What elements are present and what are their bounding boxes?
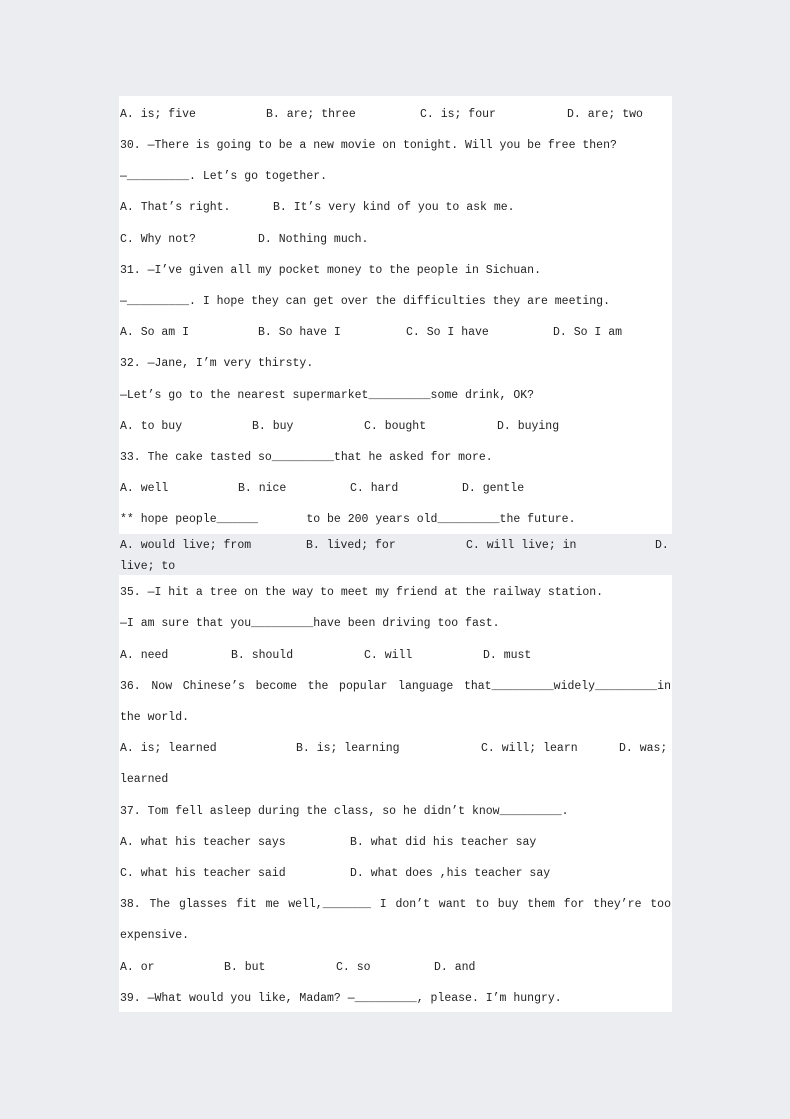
question-line: 39. —What would you like, Madam? —_________, please. I’m hungry. [120,992,562,1005]
question-line: 31. —I’ve given all my pocket money to the people in Sichuan. [120,264,541,277]
question-line: expensive. [120,929,190,942]
question-line: live; to [120,560,176,573]
question-line: 35. —I hit a tree on the way to meet my friend at the railway station. [120,586,604,599]
question-line: ** hope people______ to be 200 years old_________the future. [120,513,576,526]
answer-option: B. are; three [266,108,356,121]
answer-option: C. what his teacher said [120,867,286,880]
answer-option: C. So I have [406,326,489,339]
answer-option: D. what does ,his teacher say [350,867,551,880]
answer-option: B. So have I [258,326,341,339]
answer-option: C. will [364,649,413,662]
answer-option: C. so [336,961,371,974]
answer-option: D. Nothing much. [258,233,369,246]
question-line: 30. —There is going to be a new movie on tonight. Will you be free then? [120,139,617,152]
answer-option: B. lived; for [306,539,396,552]
answer-option: C. bought [364,420,427,433]
question-line: —_________. Let’s go together. [120,170,328,183]
answer-option: A. need [120,649,169,662]
answer-option: A. what his teacher says [120,836,286,849]
question-line: learned [120,773,169,786]
question-line: —_________. I hope they can get over the difficulties they are meeting. [120,295,610,308]
question-line: 36. Now Chinese’s become the popular language that_________widely_________in [120,680,671,693]
answer-option: D. [655,539,669,552]
answer-option: D. must [483,649,532,662]
answer-option: C. is; four [420,108,496,121]
answer-option: C. will live; in [466,539,577,552]
answer-option: A. to buy [120,420,183,433]
answer-option: C. will; learn [481,742,578,755]
question-line: —Let’s go to the nearest supermarket_________some drink, OK? [120,389,535,402]
answer-option: D. and [434,961,476,974]
question-line: 32. —Jane, I’m very thirsty. [120,357,314,370]
question-line: 33. The cake tasted so_________that he asked for more. [120,451,493,464]
answer-option: B. should [231,649,294,662]
answer-option: A. is; learned [120,742,217,755]
answer-option: B. buy [252,420,294,433]
answer-option: B. what did his teacher say [350,836,537,849]
answer-option: A. or [120,961,155,974]
answer-option: D. So I am [553,326,623,339]
answer-option: A. So am I [120,326,190,339]
answer-option: B. is; learning [296,742,400,755]
answer-option: A. is; five [120,108,196,121]
answer-option: B. It’s very kind of you to ask me. [273,201,515,214]
question-line: 38. The glasses fit me well,_______ I don’t want to buy them for they’re too [120,898,671,911]
answer-option: D. are; two [567,108,643,121]
answer-option: D. was; [619,742,668,755]
answer-option: A. would live; from [120,539,252,552]
answer-option: B. but [224,961,266,974]
question-line: —I am sure that you_________have been driving too fast. [120,617,500,630]
answer-option: A. That’s right. [120,201,231,214]
answer-option: D. gentle [462,482,525,495]
answer-option: C. Why not? [120,233,196,246]
question-line: 37. Tom fell asleep during the class, so he didn’t know_________. [120,805,569,818]
answer-option: C. hard [350,482,399,495]
answer-option: D. buying [497,420,560,433]
answer-option: B. nice [238,482,287,495]
answer-option: A. well [120,482,169,495]
question-line: the world. [120,711,190,724]
